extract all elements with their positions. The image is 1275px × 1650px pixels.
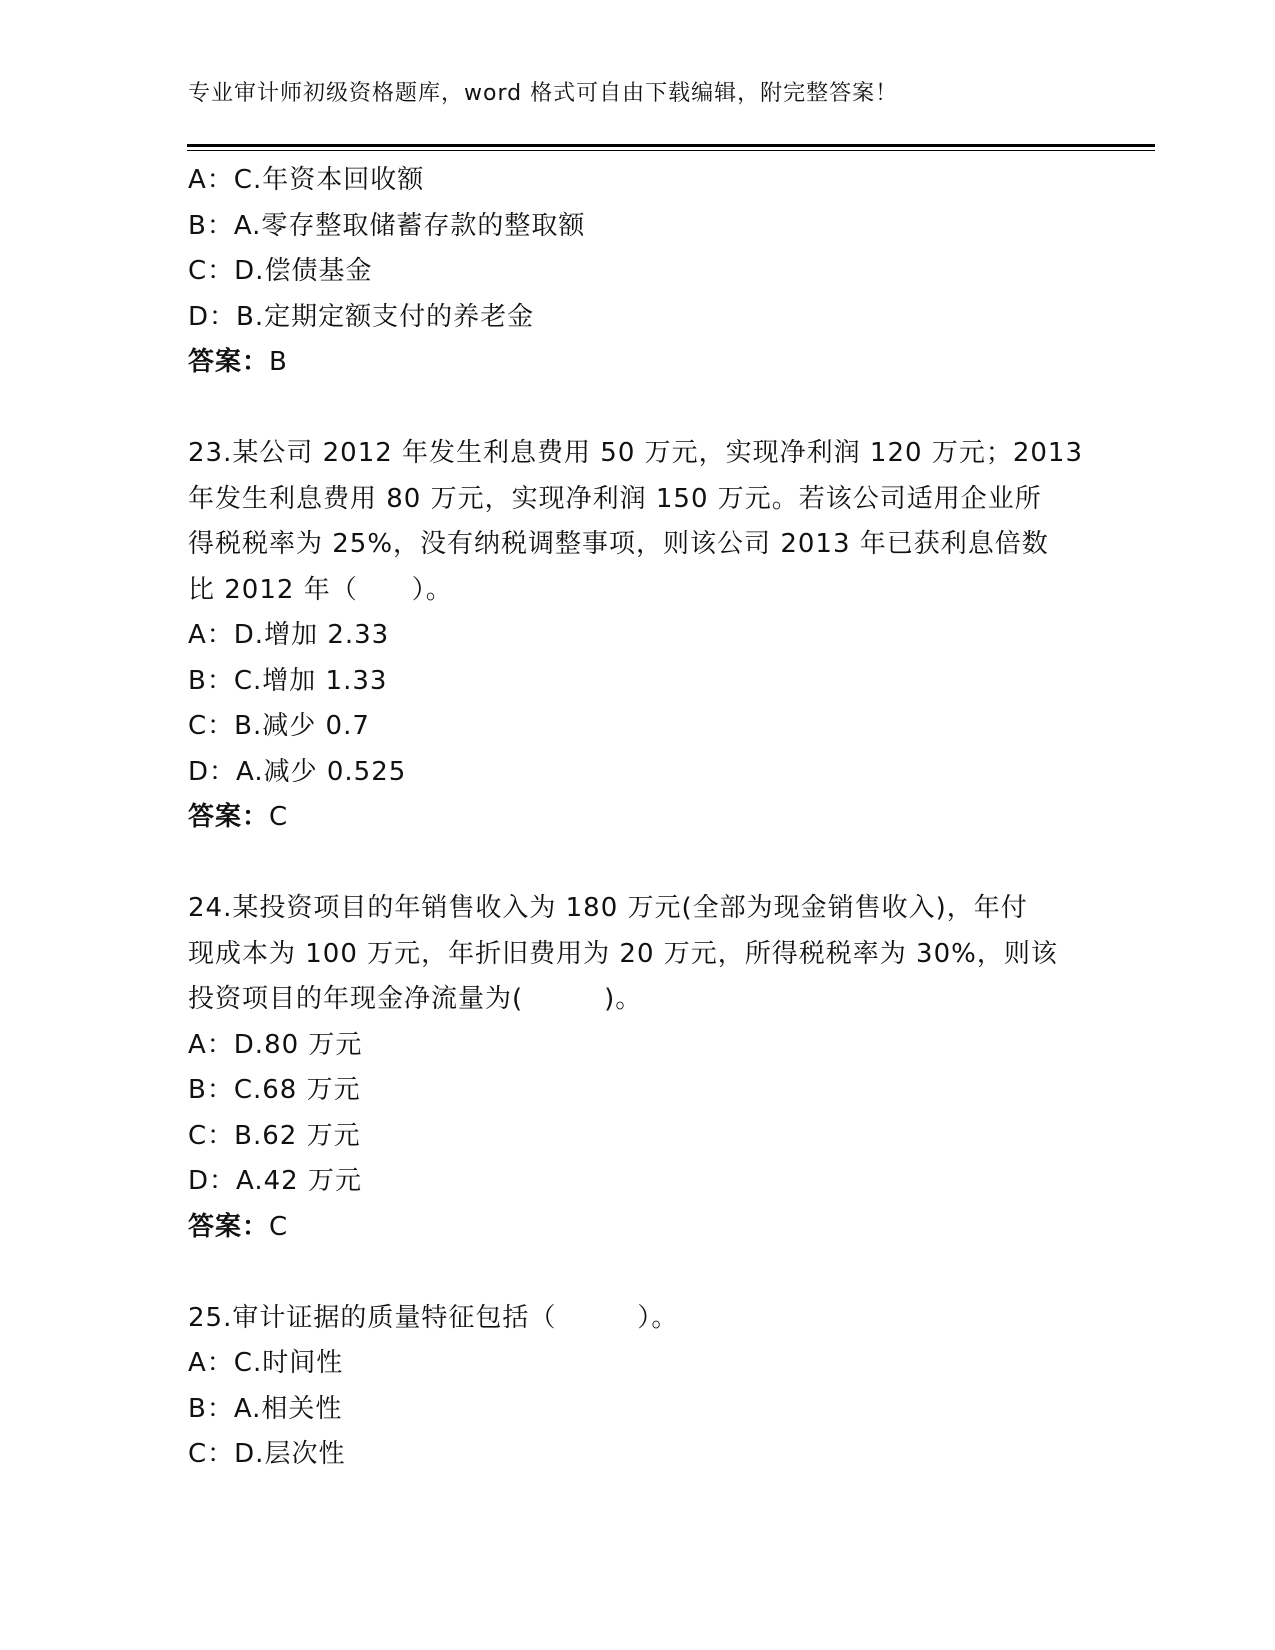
header-rule-thick [187,144,1155,147]
answer-line [188,795,1088,841]
question-text-line: 25.审计证据的质量特征包括（ ）。 [188,1302,679,1333]
option-d: D：A.减少 0.525 [188,756,407,787]
spacer [188,386,1088,432]
option-c: C：B.减少 0.7 [188,711,370,741]
option-c: C：B.62 万元 [188,1120,361,1151]
option-a: A：D.80 万元 [188,1029,363,1060]
answer-value: C [269,802,289,832]
answer-line [188,1205,1088,1251]
option-d: D：B.定期定额支付的养老金 [188,301,535,332]
option-b: B：A.零存整取储蓄存款的整取额 [188,210,586,241]
question-text-line: 23.某公司 2012 年发生利息费用 50 万元，实现净利润 120 万元；2013 [188,438,1083,468]
question-23 [188,431,1088,841]
question-24 [188,886,1088,1250]
answer-label: 答案： [188,1211,270,1242]
question-text-line: 24.某投资项目的年销售收入为 180 万元(全部为现金销售收入)，年付 [188,893,1028,923]
answer-label: 答案： [188,347,270,377]
answer-line [188,340,1088,386]
option-c: C：D.层次性 [188,1439,346,1469]
option-a: A：C.年资本回收额 [188,165,425,195]
question-text-line: 投资项目的年现金净流量为( )。 [188,984,643,1014]
header-text: 专业审计师初级资格题库，word 格式可自由下载编辑，附完整答案！ [188,81,899,106]
spacer [188,1250,1088,1296]
answer-value: C [269,1211,289,1242]
question-text-line: 年发生利息费用 80 万元，实现净利润 150 万元。若该公司适用企业所 [188,483,1042,514]
spacer [188,841,1088,887]
question-25 [188,1296,1088,1478]
option-a: A：C.时间性 [188,1348,344,1378]
question-text-line: 现成本为 100 万元，年折旧费用为 20 万元，所得税税率为 30%，则该 [188,938,1058,969]
header-rule-thin [187,150,1155,151]
answer-value: B [269,347,288,377]
question-text-line: 得税税率为 25%，没有纳税调整事项，则该公司 2013 年已获利息倍数 [188,529,1049,559]
question-text-line: 比 2012 年（ ）。 [188,574,453,605]
question-22-tail [188,158,1088,386]
option-b: B：C.增加 1.33 [188,665,388,696]
option-a: A：D.增加 2.33 [188,620,390,650]
option-b: B：C.68 万元 [188,1075,361,1105]
option-b: B：A.相关性 [188,1393,343,1424]
option-c: C：D.偿债基金 [188,256,373,286]
answer-label: 答案： [188,802,270,832]
document-body [188,158,1088,1478]
option-d: D：A.42 万元 [188,1166,362,1196]
